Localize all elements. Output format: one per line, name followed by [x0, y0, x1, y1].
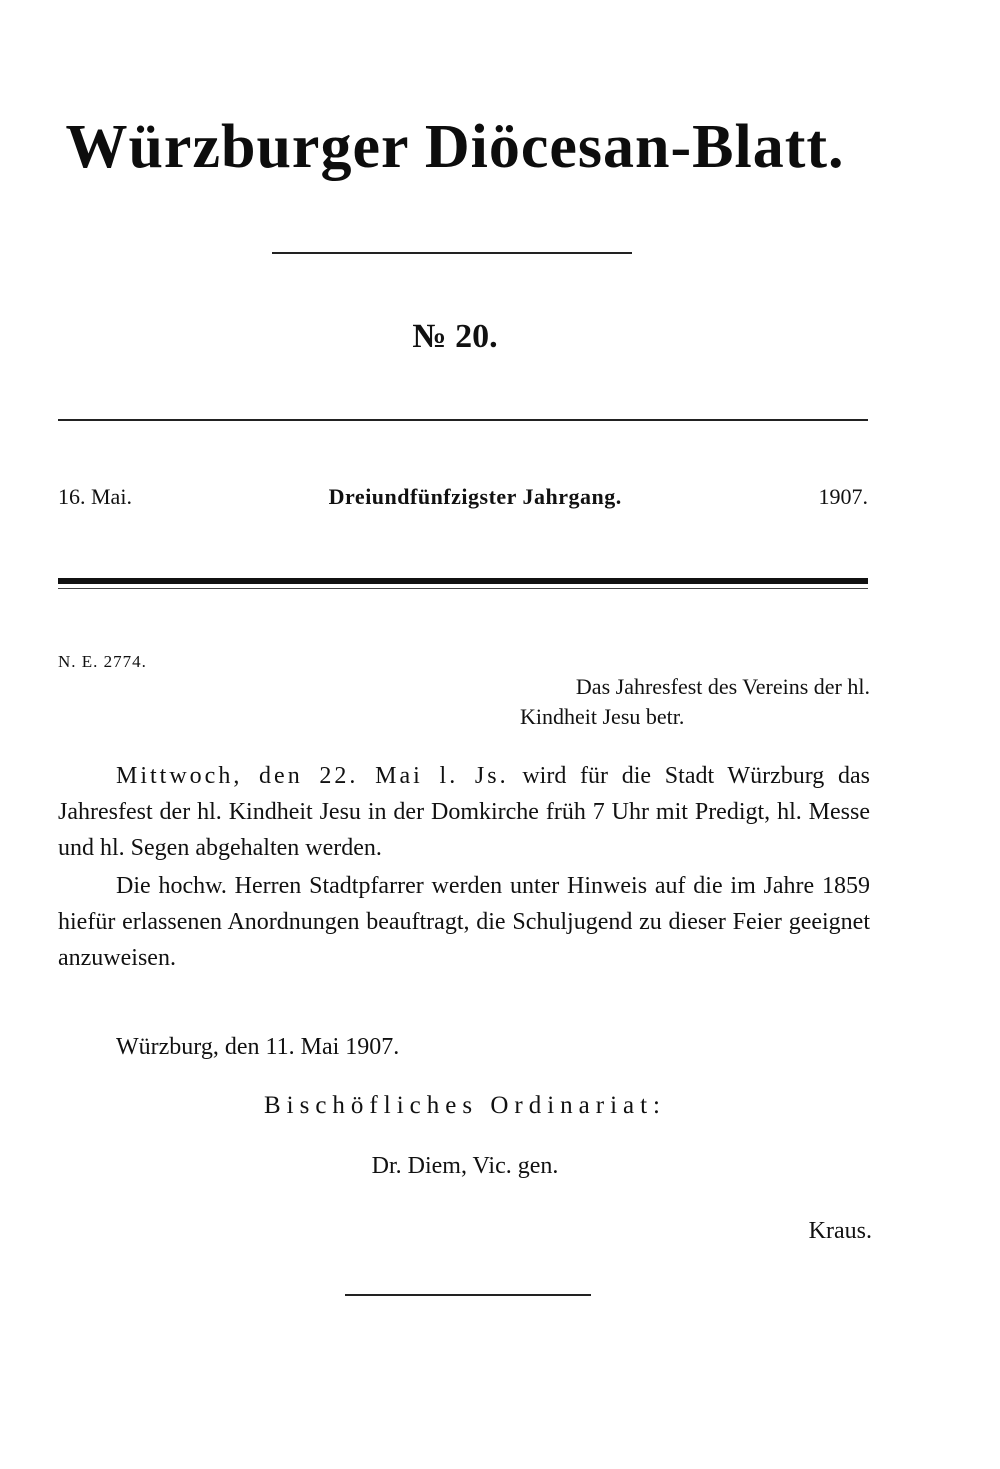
- divider-top: [58, 419, 868, 421]
- divider-thin: [58, 588, 868, 589]
- countersigner: Kraus.: [808, 1218, 872, 1244]
- dateline: [58, 484, 868, 510]
- divider-short: [272, 252, 632, 254]
- volume-label: Dreiundfünfzigster Jahrgang.: [328, 484, 622, 509]
- issue-date: 16. Mai.: [58, 484, 132, 509]
- reference-number: N. E. 2774.: [58, 652, 147, 671]
- subject: [480, 672, 870, 732]
- paragraph-2: Die hochw. Herren Stadtpfarrer werden unter Hinweis auf die im Jahre 1859 hiefür erlassenen Anordnungen beauftragt, die Schuljugend zu dieser Feier geeignet anzuweisen.: [58, 873, 870, 971]
- issue-number: № 20.: [412, 318, 498, 355]
- place-date: Würzburg, den 11. Mai 1907.: [116, 1034, 400, 1060]
- issue-year: 1907.: [818, 484, 868, 509]
- body-text: [58, 758, 870, 976]
- paragraph-1: [58, 758, 870, 866]
- signer: Dr. Diem, Vic. gen.: [371, 1153, 559, 1179]
- issuing-office: Bischöfliches Ordinariat:: [263, 1092, 666, 1119]
- subject-line-1: Das Jahresfest des Vereins der hl.: [575, 674, 870, 699]
- subject-line-2: Kindheit Jesu betr.: [520, 704, 685, 729]
- page-title: Würzburger Diöcesan-Blatt.: [65, 113, 845, 181]
- paragraph-1-lead: Mittwoch, den 22. Mai l. Js.: [116, 763, 509, 789]
- paragraph-1-rest: wird für die Stadt Würzburg das Jahresfest der hl. Kindheit Jesu in der Domkirche früh 7 Uhr mit Predigt, hl. Messe und hl. Segen abgehalten werden.: [58, 763, 871, 861]
- divider-end: [345, 1294, 591, 1296]
- divider-thick: [58, 578, 868, 584]
